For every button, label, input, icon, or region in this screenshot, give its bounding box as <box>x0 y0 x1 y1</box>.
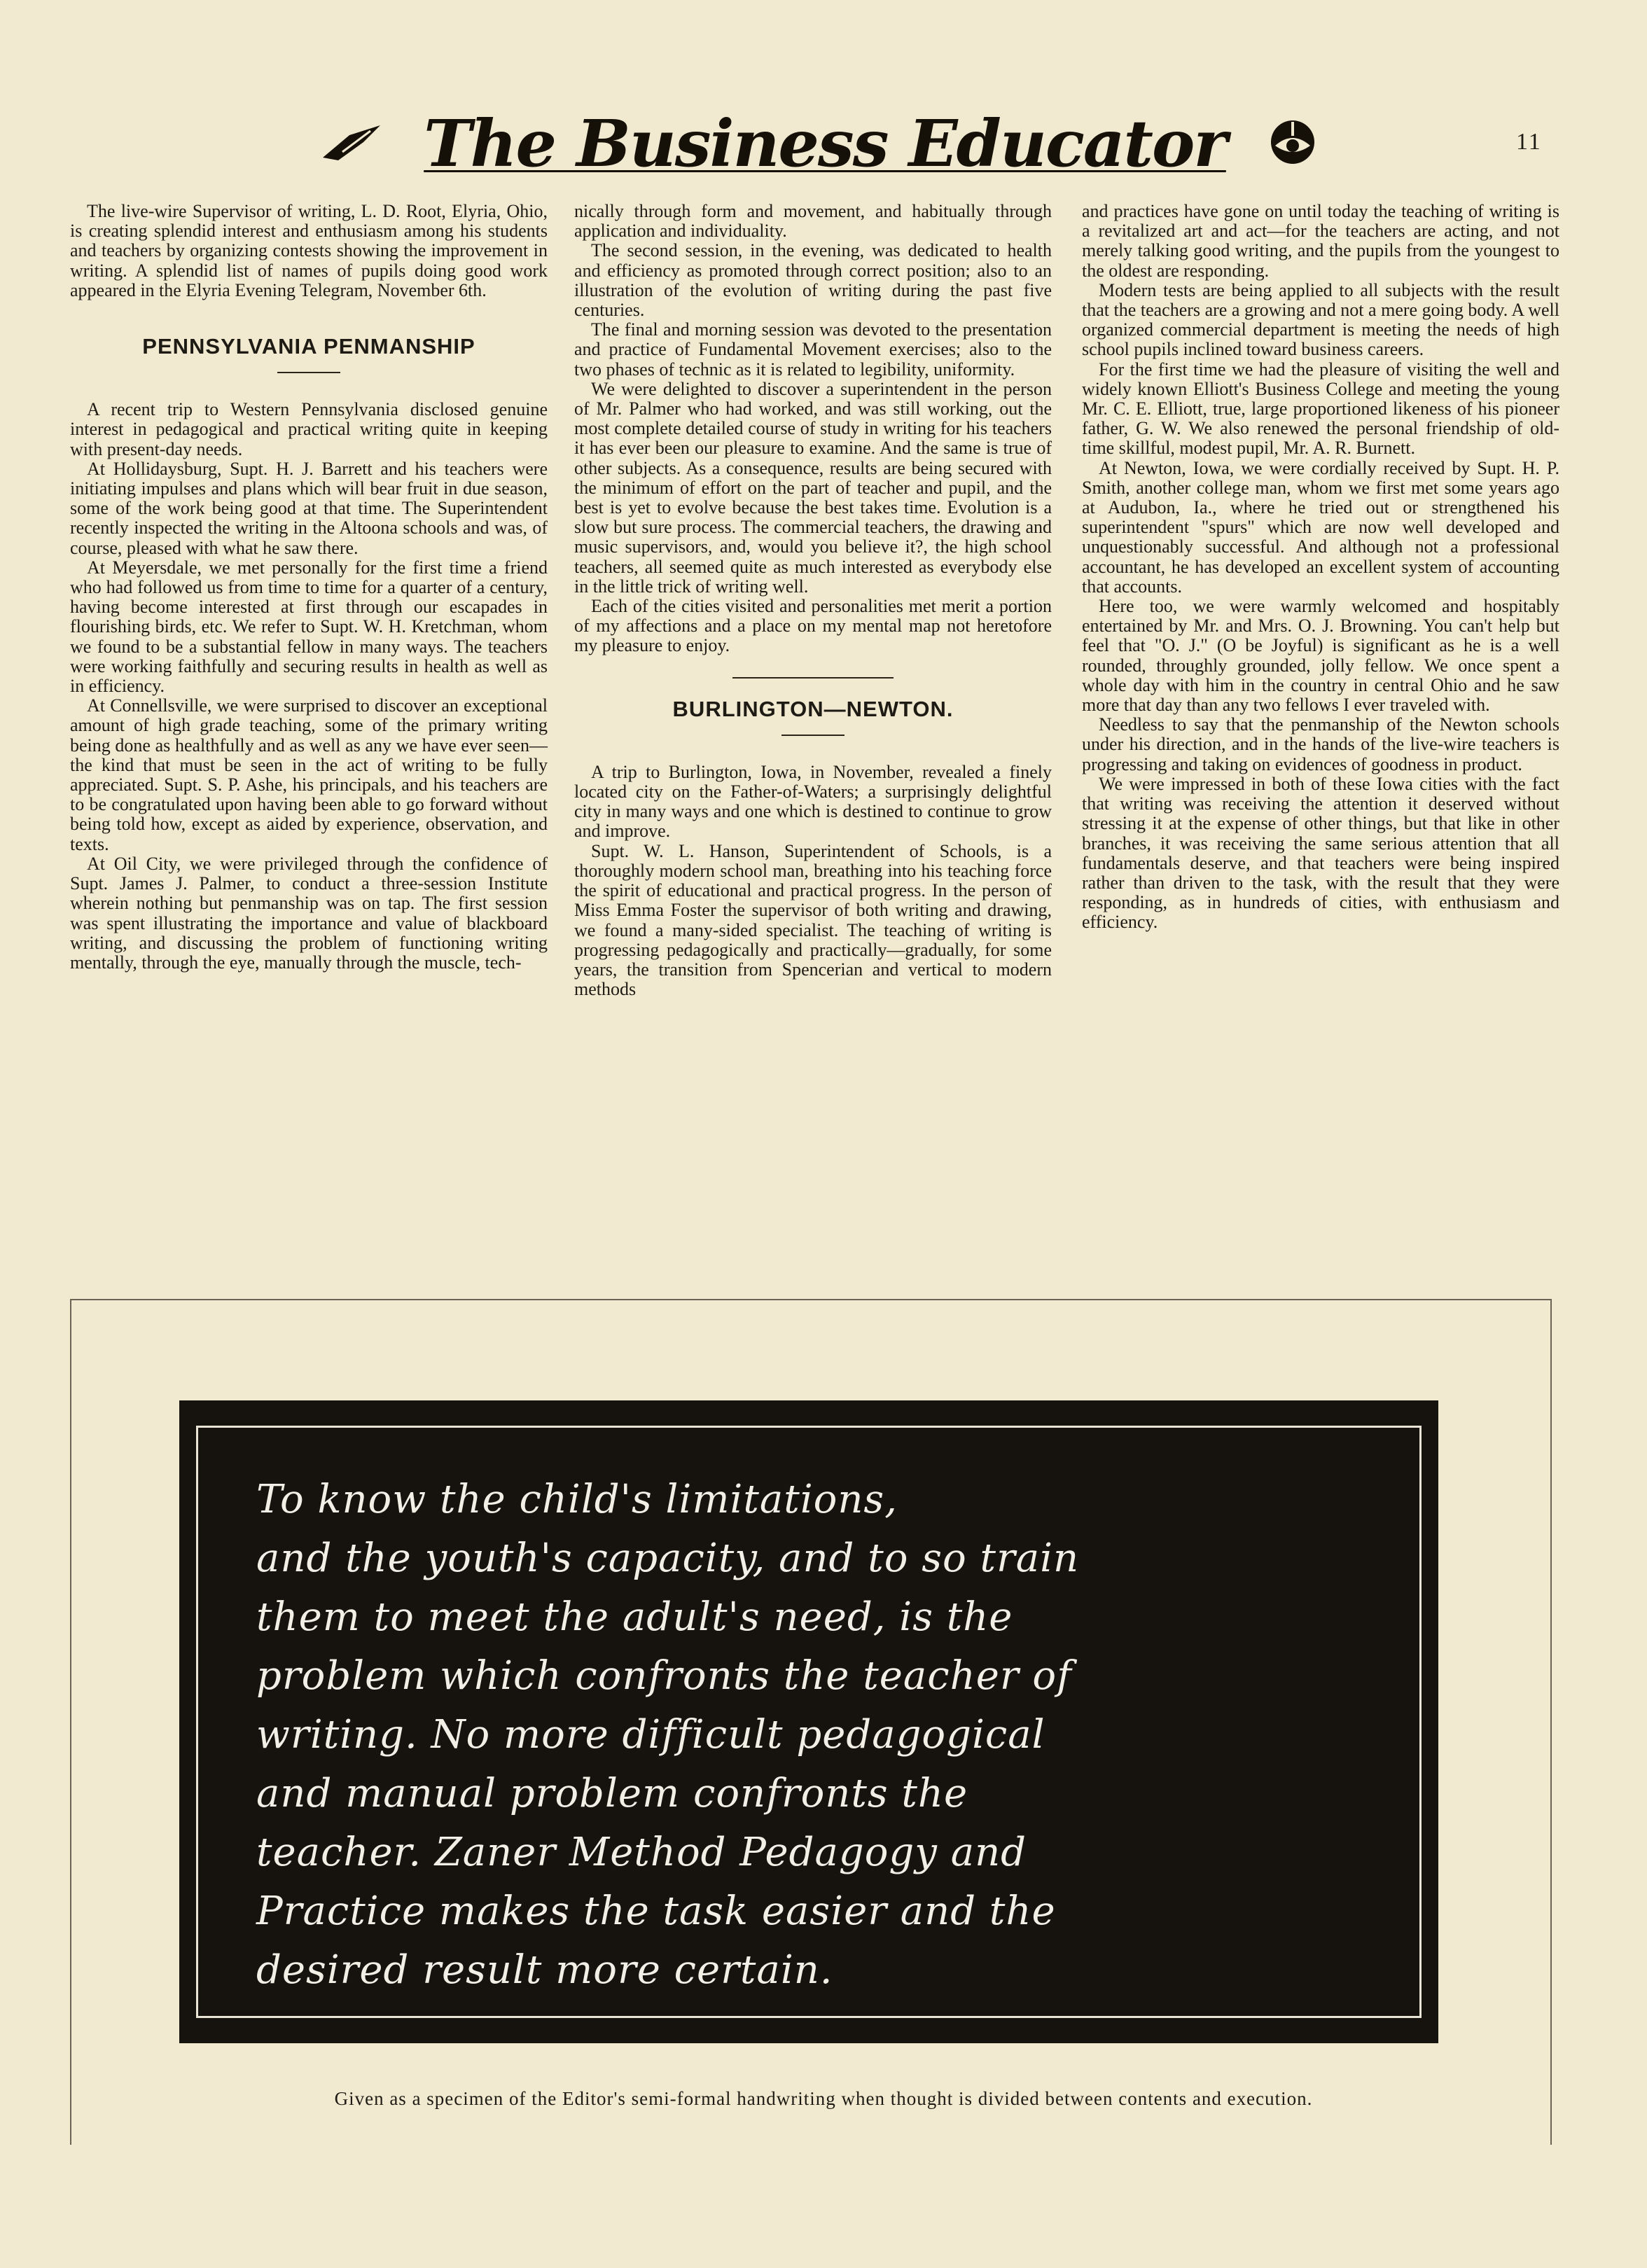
column-1 <box>70 202 548 973</box>
specimen-line: teacher. Zaner Method Pedagogy and <box>256 1830 1027 1875</box>
paragraph: Here too, we were warmly welcomed and hospitably entertained by Mr. and Mrs. O. J. Browning. You can't help but feel that "O. J." (O be Joyful) is significant as he is a well rounded, throughly grounded, jolly fellow. We once spent a whole day with him in the country in central Ohio and he saw more that day than any two fellows I ever traveled with. <box>1082 596 1559 716</box>
paragraph: Each of the cities visited and personalities met merit a portion of my affections and a place on my mental map not heretofore my pleasure to enjoy. <box>574 596 1052 656</box>
paragraph: The final and morning session was devoted to the presentation and practice of Fundamental Movement exercises; also to the two phases of technic as it is related to legibility, uniformity. <box>574 319 1052 380</box>
specimen-line: To know the child's limitations, <box>256 1477 898 1522</box>
quill-icon <box>321 121 382 167</box>
paragraph: nically through form and movement, and habitually through application and individuality. <box>574 201 1052 242</box>
specimen-line: desired result more certain. <box>256 1947 833 1993</box>
paragraph: We were delighted to discover a superintendent in the person of Mr. Palmer who had worked, and was still working, out the most complete detailed course of study in writing for his teachers it has ever been our pleasure to examine. And the same is true of other subjects. As a consequence, results are being secured with the minimum of effort on the part of teacher and pupil, and the best is yet to evolve because the best takes time. Evolution is a slow but sure process. The commercial teachers, the drawing and music supervisors, and, would you believe it?, the high school teachers, all seemed quite as much interested as everybody else in the little trick of writing well. <box>574 378 1052 597</box>
masthead <box>322 105 1316 182</box>
paragraph: The second session, in the evening, was dedicated to health and efficiency as promoted through correct position; also to an illustration of the evolution of writing during the past five centuries. <box>574 240 1052 321</box>
specimen-line: problem which confronts the teacher of <box>256 1653 1072 1699</box>
paragraph: At Newton, Iowa, we were cordially received by Supt. H. P. Smith, another college man, whom we first met some years ago at Audubon, Ia., where he tried out or strengthened his superintendent "spurs" which are now well developed and unquestionably successful. And although not a professional accountant, he has developed an excellent system of accounting that accounts. <box>1082 457 1559 597</box>
divider-rule <box>781 735 845 736</box>
paragraph: At Oil City, we were privileged through the confidence of Supt. James J. Palmer, to conduct a three-session Institute wherein nothing but penmanship was on tap. The first session was spent illustrating the importance and value of blackboard writing, and discussing the problem of functioning writing mentally, through the eye, manually through the muscle, tech- <box>70 853 548 973</box>
specimen-caption: Given as a specimen of the Editor's semi-formal handwriting when thought is divided between contents and execution. <box>334 2088 1313 2109</box>
page-number: 11 <box>1516 129 1542 155</box>
specimen-line: them to meet the adult's need, is the <box>256 1594 1013 1640</box>
business-educator-emblem-icon <box>1268 118 1317 170</box>
paragraph: Supt. W. L. Hanson, Superintendent of Schools, is a thoroughly modern school man, breathing into his teaching force the spirit of educational and practical progress. In the person of Miss Emma Foster the supervisor of both writing and drawing, we found a many-sided specialist. The teaching of writing is progressing pedagogically and practically—gradually, for some years, the transition from Spencerian and vertical to modern methods <box>574 840 1052 1000</box>
handwriting-specimen-plaque <box>179 1400 1438 2043</box>
paragraph: At Meyersdale, we met personally for the first time a friend who had followed us from time to time for a quarter of a century, having become interested at first through our escapades in flourishing birds, etc. We refer to Supt. W. H. Kretchman, whom we found to be a substantial fellow in many ways. The teachers were working faithfully and securing results in health as well as in efficiency. <box>70 557 548 697</box>
paragraph: At Hollidaysburg, Supt. H. J. Barrett and his teachers were initiating impulses and plans which will bear fruit in due season, some of the work being good at that time. The Superintendent recently inspected the writing in the Altoona schools and was, of course, pleased with what he saw there. <box>70 458 548 558</box>
section-heading-pennsylvania: PENNSYLVANIA PENMANSHIP <box>142 334 475 359</box>
paragraph: and practices have gone on until today the teaching of writing is a revitalized art and act—for the teachers are acting, and not merely talking good writing, and the pupils from the youngest to the oldest are responding. <box>1082 201 1559 281</box>
column-2 <box>574 202 1052 999</box>
specimen-line: Practice makes the task easier and the <box>256 1888 1056 1934</box>
paragraph: The live-wire Supervisor of writing, L. D. Root, Elyria, Ohio, is creating splendid interest and enthusiasm among his students and teachers by organizing contests showing the improvement in writing. A splendid list of names of pupils doing good work appeared in the Elyria Evening Telegram, November 6th. <box>70 201 548 300</box>
specimen-line: and the youth's capacity, and to so train <box>256 1536 1080 1581</box>
paragraph: We were impressed in both of these Iowa cities with the fact that writing was receiving the attention it deserved without stressing it at the expense of other things, but that like in other branches, it was receiving the same serious attention that all fundamentals deserve, and that teachers were being inspired rather than driven to the task, with the result that they were responding, as in hundreds of cities, with enthusiasm and efficiency. <box>1082 773 1559 933</box>
specimen-line: and manual problem confronts the <box>256 1771 968 1816</box>
paragraph: At Connellsville, we were surprised to discover an exceptional amount of high grade teaching, some of the primary writing being done as healthfully and as well as any we have ever seen—the kind that must be seen in the act of writing to be fully appreciated. Supt. S. P. Ashe, his principals, and his teachers are to be congratulated upon having been able to go forward without being told how, except as aided by experience, observation, and texts. <box>70 695 548 854</box>
paragraph: Needless to say that the penmanship of the Newton schools under his direction, and in the hands of the live-wire teachers is progressing and taking on evidences of goodness in product. <box>1082 714 1559 774</box>
paragraph: For the first time we had the pleasure of visiting the well and widely known Elliott's Business College and meeting the young Mr. C. E. Elliott, true, large proportioned likeness of his pioneer father, G. W. We also renewed the personal friendship of old-time skillful, modest pupil, Mr. A. R. Burnett. <box>1082 359 1559 459</box>
section-heading-burlington-newton: BURLINGTON—NEWTON. <box>672 696 954 721</box>
paragraph: A recent trip to Western Pennsylvania disclosed genuine interest in pedagogical and practical writing quite in keeping with present-day needs. <box>70 399 548 459</box>
paragraph: A trip to Burlington, Iowa, in November, revealed a finely located city on the Father-of-Waters; a surprisingly delightful city in many ways and one which is destined to continue to grow and improve. <box>574 761 1052 842</box>
divider-rule <box>277 372 340 373</box>
handwriting-specimen-text <box>256 1470 1079 2000</box>
paragraph: Modern tests are being applied to all subjects with the result that the teachers are a growing and not a mere going body. A well organized commercial department is meeting the needs of high school pupils inclined toward business careers. <box>1082 279 1559 360</box>
divider-rule <box>732 677 894 679</box>
masthead-title: The Business Educator <box>424 106 1226 181</box>
specimen-line: writing. No more difficult pedagogical <box>256 1712 1045 1758</box>
column-3 <box>1082 202 1559 933</box>
